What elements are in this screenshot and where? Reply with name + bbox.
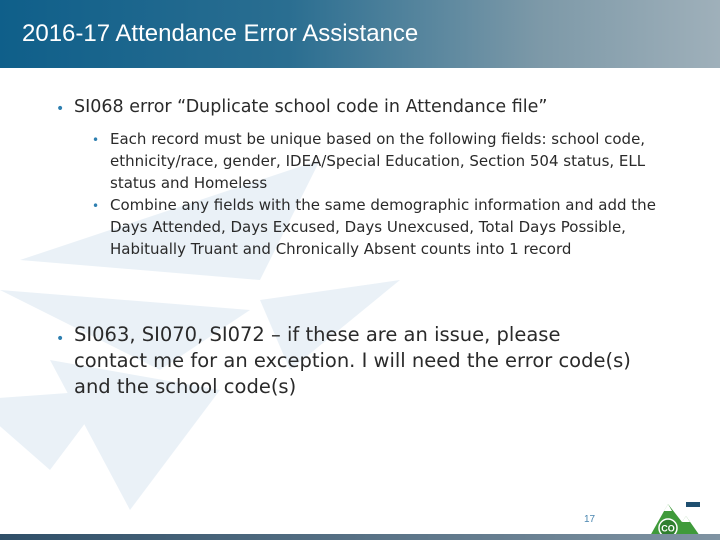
bullet-dot-icon: • [92, 133, 100, 147]
bullet-dot-icon: • [92, 199, 100, 213]
slide-title: 2016-17 Attendance Error Assistance [22, 20, 419, 47]
bullet-item [56, 96, 696, 120]
bullet-item [56, 322, 636, 400]
sub-bullet-item [92, 128, 680, 194]
sub-bullet-text: Combine any fields with the same demographic information and add the Days Attended, Days Excused, Days Unexcused, Total Days Possible, Habitually Truant and Chronically Absent counts into 1 record [110, 196, 656, 258]
bullet-dot-icon: • [56, 101, 65, 117]
bullet-text: SI063, SI070, SI072 – if these are an issue, please contact me for an exception. I will need the error code(s) and the school code(s) [74, 323, 631, 398]
bullet-dot-icon: • [56, 331, 65, 347]
page-number: 17 [584, 514, 596, 525]
bottom-band [0, 534, 720, 540]
logo-text: CO [661, 523, 675, 534]
sub-bullet-item [92, 194, 680, 260]
colorado-department-logo [646, 498, 702, 538]
sub-bullet-list [92, 128, 680, 260]
bullet-text: SI068 error “Duplicate school code in Attendance file” [74, 97, 548, 117]
sub-bullet-text: Each record must be unique based on the following fields: school code, ethnicity/race, gender, IDEA/Special Education, Section 504 status, ELL status and Homeless [110, 130, 646, 192]
